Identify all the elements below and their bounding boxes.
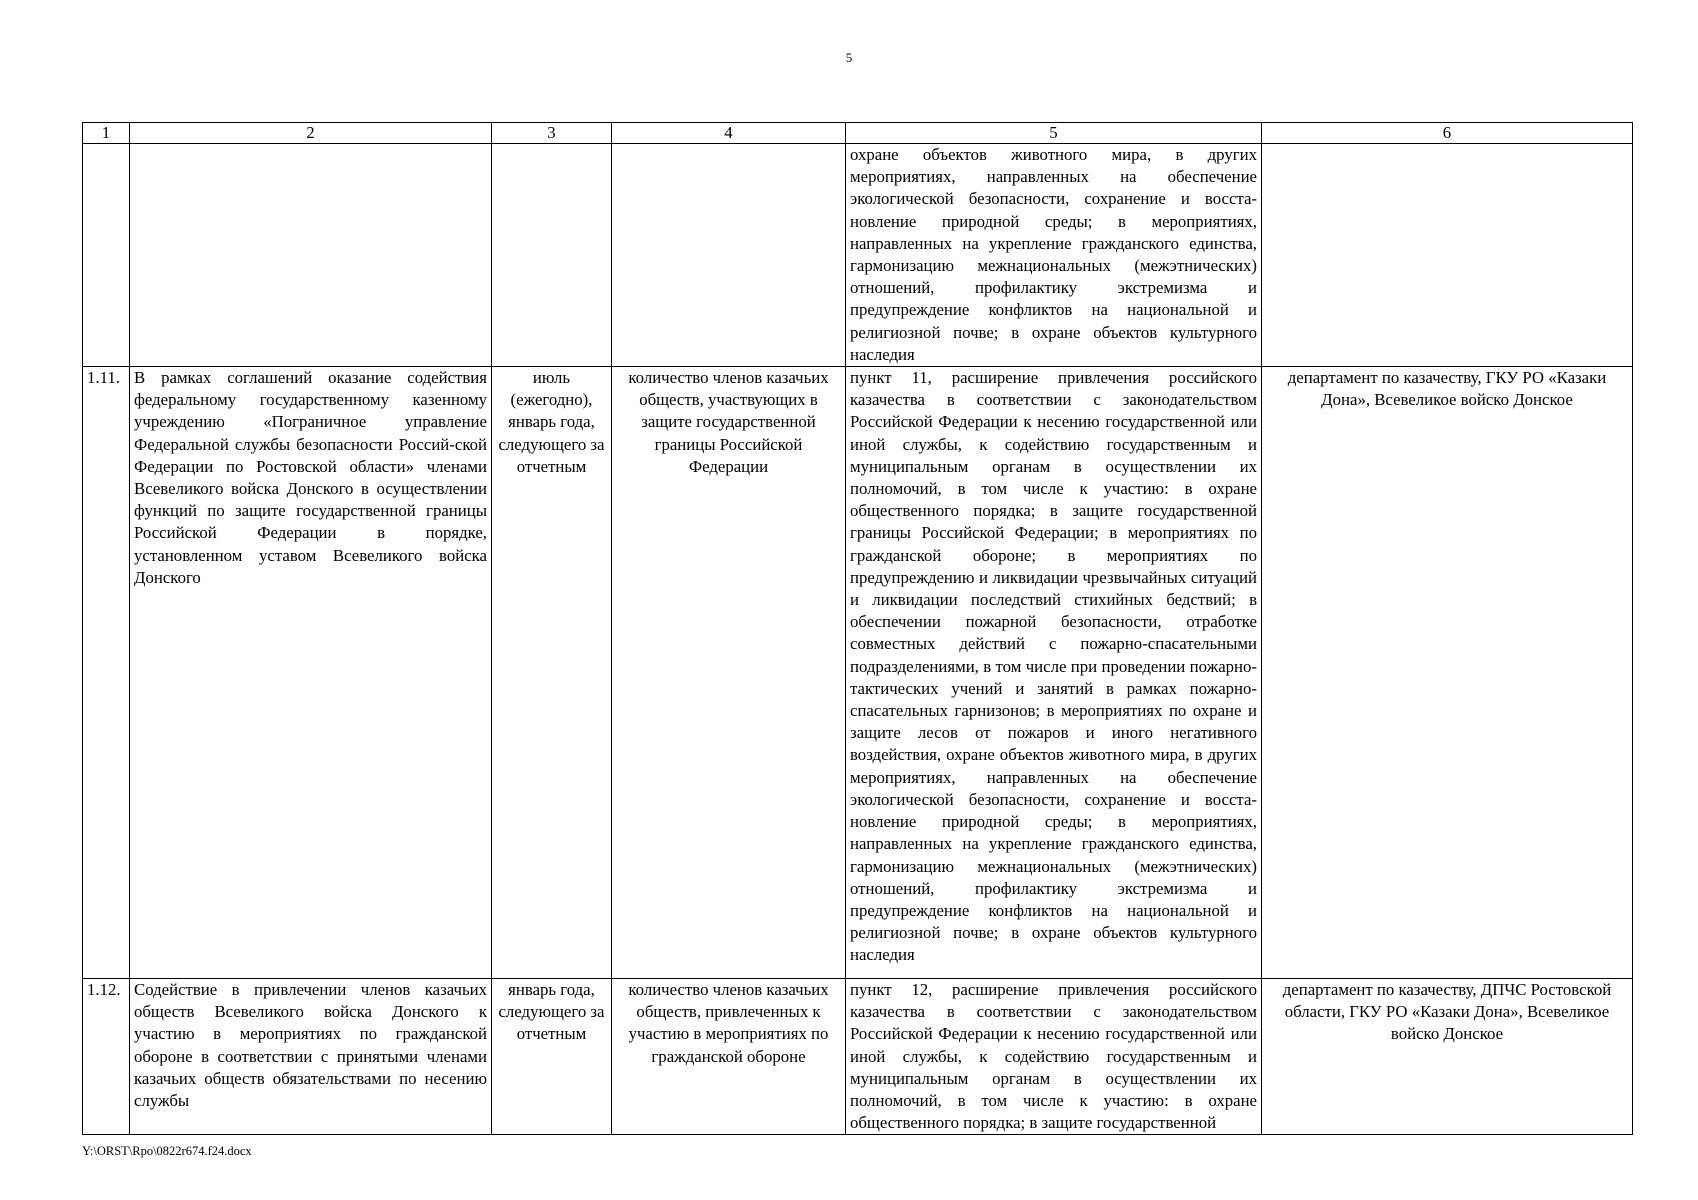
executor-cell: департамент по казачеству, ГКУ РО «Казаки Дона», Всевеликое войско Донское (1262, 367, 1633, 979)
result-cell: пункт 11, расширение привлечения российского казачества в соответствии с законодательством Российской Федерации к несению государственной или иной службы, к содействию государственным и муниципальным органам в осуществлении их полномочий, в том числе к участию: в охране общественного порядка; в защите государственной границы Российской Федерации; в мероприятиях по гражданской обороне; в мероприятиях по предупреждению и ликвидации чрезвычайных ситуаций и ликвидации последствий стихийных бедствий; в обеспечении пожарной безопасности, отработке совместных действий с пожарно-спасательными подразделениями, в том числе при проведении пожарно-тактических учений и занятий в рамках пожарно-спасательных гарнизонов; в мероприятиях по охране и защите лесов от пожаров и иного негативного воздействия, охране объектов животного мира, в других мероприятиях, направленных на обеспечение экологической безопасности, сохранение и восста-новление природной среды; в мероприятиях, направленных на укрепление гражданского единства, гармонизацию межнациональных (межэтнических) отношений, профилактику экстремизма и предупреждение конфликтов на национальной и религиозной почве; в охране объектов культурного наследия (846, 367, 1262, 979)
table-row (83, 367, 1633, 979)
indicator-cell: количество членов казачьих обществ, участвующих в защите государственной границы Российской Федерации (612, 367, 846, 979)
row-number: 1.12. (83, 979, 130, 1135)
indicator-cell (612, 144, 846, 367)
result-cell: пункт 12, расширение привлечения российского казачества в соответствии с законодательством Российской Федерации к несению государственной или иной службы, к содействию государственным и муниципальным органам в осуществлении их полномочий, в том числе к участию: в охране общественного порядка; в защите государственной (846, 979, 1262, 1135)
plan-table (82, 122, 1633, 1135)
executor-cell (1262, 144, 1633, 367)
term-cell: январь года, следующего за отчетным (492, 979, 612, 1135)
column-header-5: 5 (846, 123, 1262, 144)
column-header-4: 4 (612, 123, 846, 144)
event-cell: Содействие в привлечении членов казачьих обществ Всевеликого войска Донского к участию в мероприятиях по гражданской обороне в соответствии с принятыми членами казачьих обществ обязательствами по несению службы (130, 979, 492, 1135)
executor-cell: департамент по казачеству, ДПЧС Ростовской области, ГКУ РО «Казаки Дона», Всевеликое войско Донское (1262, 979, 1633, 1135)
event-cell: В рамках соглашений оказание содействия федеральному государственному казенному учреждению «Пограничное управление Федеральной службы безопасности Россий-ской Федерации по Ростовской области» членами Всевеликого войска Донского в осуществлении функций по защите государственной границы Российской Федерации в порядке, установленном уставом Всевеликого войска Донского (130, 367, 492, 979)
file-path: Y:\ORST\Rpo\0822r674.f24.docx (82, 1144, 252, 1158)
column-header-3: 3 (492, 123, 612, 144)
column-header-1: 1 (83, 123, 130, 144)
column-header-6: 6 (1262, 123, 1633, 144)
event-cell (130, 144, 492, 367)
table-row (83, 144, 1633, 367)
term-cell (492, 144, 612, 367)
column-number-row (83, 123, 1633, 144)
indicator-cell: количество членов казачьих обществ, привлеченных к участию в мероприятиях по гражданской обороне (612, 979, 846, 1135)
term-cell: июль (ежегодно), январь года, следующего за отчетным (492, 367, 612, 979)
result-cell: охране объектов животного мира, в других мероприятиях, направленных на обеспечение экологической безопасности, сохранение и восста-новление природной среды; в мероприятиях, направленных на укрепление гражданского единства, гармонизацию межнациональных (межэтнических) отношений, профилактику экстремизма и предупреждение конфликтов на национальной и религиозной почве; в охране объектов культурного наследия (846, 144, 1262, 367)
row-number (83, 144, 130, 367)
column-header-2: 2 (130, 123, 492, 144)
page-number: 5 (845, 50, 853, 65)
table-row (83, 979, 1633, 1135)
row-number: 1.11. (83, 367, 130, 979)
